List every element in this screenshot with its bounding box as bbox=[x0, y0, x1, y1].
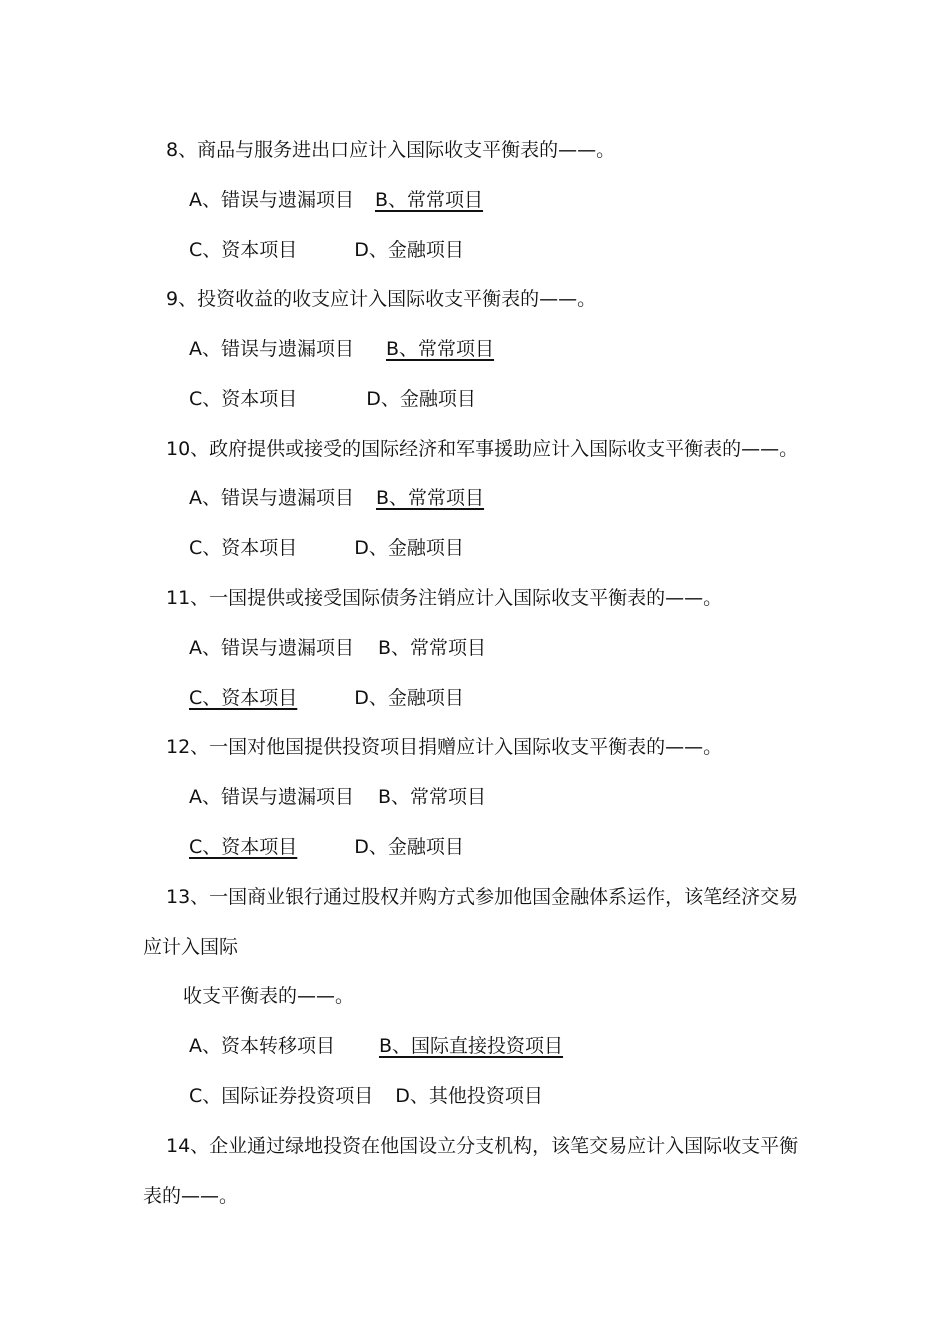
question-10-stem: 10、政府提供或接受的国际经济和军事援助应计入国际收支平衡表的——。 bbox=[166, 438, 799, 460]
question-11-option-d: D、金融项目 bbox=[354, 687, 464, 709]
question-12-options-cd bbox=[189, 834, 464, 860]
question-8-options-ab bbox=[189, 187, 486, 213]
question-13-option-b-answer bbox=[373, 1033, 565, 1059]
question-8-stem: 8、商品与服务进出口应计入国际收支平衡表的——。 bbox=[166, 139, 616, 161]
question-8-option-a: A、错误与遗漏项目 bbox=[189, 189, 354, 211]
question-10-option-d: D、金融项目 bbox=[354, 537, 464, 559]
question-9-option-b-answer bbox=[376, 336, 496, 362]
question-13-stem-line-3: 收支平衡表的——。 bbox=[183, 985, 355, 1007]
question-9-option-a: A、错误与遗漏项目 bbox=[189, 338, 354, 360]
question-13-option-a: A、资本转移项目 bbox=[189, 1035, 335, 1057]
question-9-stem: 9、投资收益的收支应计入国际收支平衡表的——。 bbox=[166, 288, 597, 310]
question-13-stem-line-1: 13、一国商业银行通过股权并购方式参加他国金融体系运作，该笔经济交易 bbox=[166, 886, 799, 908]
question-11-stem: 11、一国提供或接受国际债务注销应计入国际收支平衡表的——。 bbox=[166, 587, 723, 609]
question-10-option-a: A、错误与遗漏项目 bbox=[189, 487, 354, 509]
question-12-option-b: B、常常项目 bbox=[378, 786, 487, 808]
question-10-option-b-answer bbox=[370, 485, 486, 511]
question-8-option-c: C、资本项目 bbox=[189, 239, 298, 261]
question-13-options-ab bbox=[189, 1033, 565, 1059]
question-10-option-b-label: B、常常项目 bbox=[376, 487, 485, 509]
question-11-options-cd bbox=[183, 685, 464, 711]
question-8-option-d: D、金融项目 bbox=[354, 239, 464, 261]
question-12-stem: 12、一国对他国提供投资项目捐赠应计入国际收支平衡表的——。 bbox=[166, 736, 723, 758]
question-12-option-a: A、错误与遗漏项目 bbox=[189, 786, 354, 808]
question-9-option-c: C、资本项目 bbox=[189, 388, 298, 410]
question-12-option-d: D、金融项目 bbox=[354, 836, 464, 858]
question-10-option-c: C、资本项目 bbox=[189, 537, 298, 559]
question-13-option-d: D、其他投资项目 bbox=[395, 1085, 543, 1107]
question-11-option-c-answer: C、资本项目 bbox=[189, 687, 298, 709]
question-11-options-ab bbox=[189, 635, 486, 661]
question-13-option-c: C、国际证券投资项目 bbox=[189, 1085, 374, 1107]
question-12-options-ab bbox=[189, 784, 486, 810]
question-14-stem-line-2: 表的——。 bbox=[143, 1185, 239, 1207]
question-10-options-cd bbox=[189, 535, 464, 561]
question-14-stem-line-1: 14、企业通过绿地投资在他国设立分支机构，该笔交易应计入国际收支平衡 bbox=[166, 1135, 799, 1157]
question-8-options-cd bbox=[189, 237, 464, 263]
question-9-options-cd bbox=[189, 386, 476, 412]
question-13-options-cd bbox=[189, 1083, 543, 1109]
question-13-stem-line-2: 应计入国际 bbox=[143, 936, 239, 958]
question-12-option-c-answer: C、资本项目 bbox=[189, 836, 298, 858]
question-11-option-a: A、错误与遗漏项目 bbox=[189, 637, 354, 659]
question-11-option-b: B、常常项目 bbox=[378, 637, 487, 659]
question-8-option-b-answer bbox=[364, 187, 486, 213]
question-9-option-b-label: B、常常项目 bbox=[386, 338, 495, 360]
question-10-options-ab bbox=[189, 485, 486, 511]
question-9-option-d: D、金融项目 bbox=[366, 388, 476, 410]
question-8-option-b-label: B、常常项目 bbox=[375, 189, 484, 211]
question-13-option-b-label: B、国际直接投资项目 bbox=[379, 1035, 564, 1057]
question-9-options-ab bbox=[189, 336, 496, 362]
